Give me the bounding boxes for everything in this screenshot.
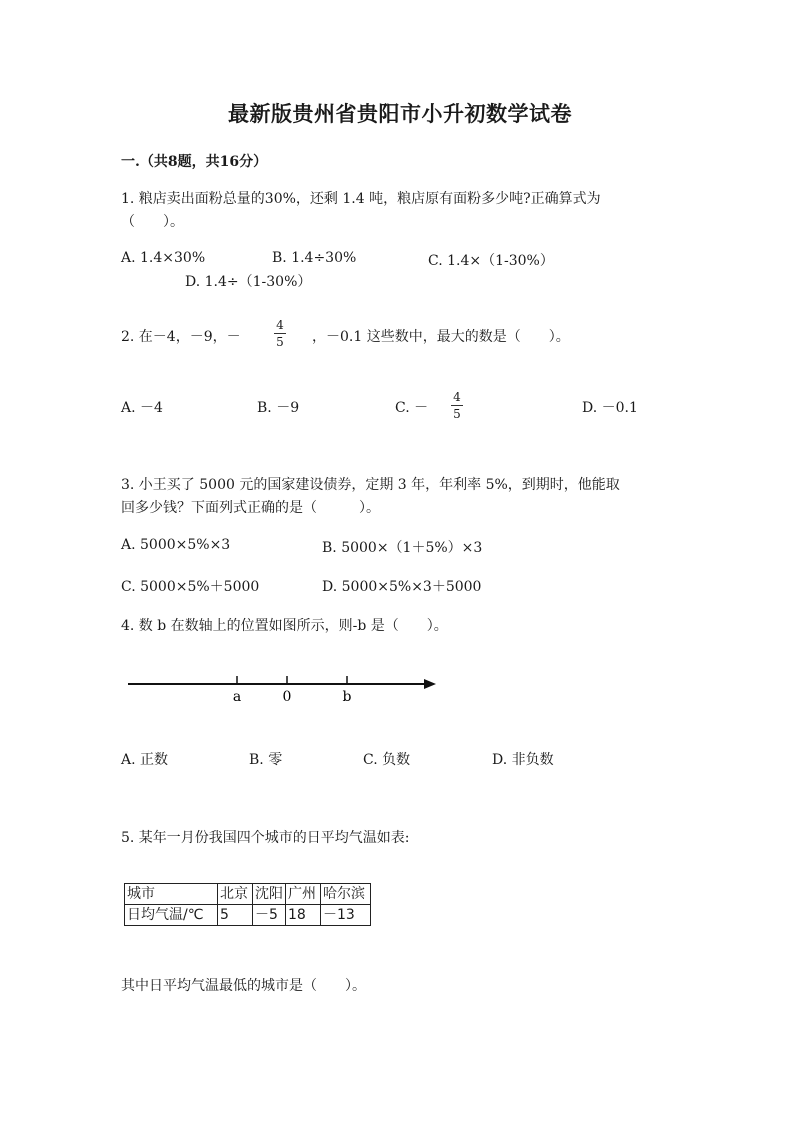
fraction-denominator: 5 bbox=[276, 335, 284, 349]
q4-option-a: A. 正数 bbox=[121, 752, 169, 768]
temperature-table bbox=[124, 883, 371, 926]
q2-option-c-fraction bbox=[450, 390, 464, 421]
q5-followup: 其中日平均气温最低的城市是（ ）。 bbox=[121, 978, 366, 994]
table-row bbox=[125, 905, 371, 926]
q1-stem-line2: （ ）。 bbox=[121, 214, 184, 230]
table-header-cell: 北京 bbox=[218, 884, 253, 905]
q3-option-b: B. 5000×（1＋5%）×3 bbox=[322, 540, 483, 556]
q5-stem: 5. 某年一月份我国四个城市的日平均气温如表: bbox=[121, 830, 410, 846]
q4-option-b: B. 零 bbox=[249, 752, 283, 768]
label-b: b bbox=[342, 689, 352, 705]
table-cell: －5 bbox=[253, 905, 286, 926]
q3-option-a: A. 5000×5%×3 bbox=[121, 537, 231, 553]
q3-option-d: D. 5000×5%×3＋5000 bbox=[322, 579, 482, 595]
q1-stem-line1: 1. 粮店卖出面粉总量的30%，还剩 1.4 吨，粮店原有面粉多少吨?正确算式为 bbox=[121, 191, 601, 207]
q4-option-d: D. 非负数 bbox=[492, 752, 554, 768]
q2-option-a: A. －4 bbox=[121, 400, 163, 416]
table-row bbox=[125, 884, 371, 905]
table-cell: 5 bbox=[218, 905, 253, 926]
fraction-denominator: 5 bbox=[453, 407, 461, 421]
q2-option-c: C. － bbox=[395, 400, 429, 416]
q2-stem-fraction bbox=[273, 318, 287, 349]
q4-option-c: C. 负数 bbox=[363, 752, 411, 768]
section-heading: 一.（共8题，共16分） bbox=[121, 154, 268, 170]
q1-option-c: C. 1.4×（1-30%） bbox=[428, 253, 554, 269]
q1-option-d: D. 1.4÷（1-30%） bbox=[185, 274, 312, 290]
q2-option-b: B. －9 bbox=[257, 400, 300, 416]
page-title: 最新版贵州省贵阳市小升初数学试卷 bbox=[228, 101, 572, 126]
table-cell: 18 bbox=[286, 905, 321, 926]
number-line-arrow bbox=[424, 679, 436, 689]
q2-option-d: D. －0.1 bbox=[582, 400, 638, 416]
table-header-cell: 广州 bbox=[286, 884, 321, 905]
table-header-cell: 城市 bbox=[125, 884, 218, 905]
q3-stem-line1: 3. 小王买了 5000 元的国家建设债券，定期 3 年，年利率 5%，到期时，他能取 bbox=[121, 477, 620, 493]
fraction-bar bbox=[451, 405, 463, 406]
number-line-figure bbox=[120, 665, 450, 710]
table-header-cell: 哈尔滨 bbox=[321, 884, 371, 905]
q3-option-c: C. 5000×5%＋5000 bbox=[121, 579, 260, 595]
fraction-numerator: 4 bbox=[276, 318, 284, 332]
label-zero: 0 bbox=[282, 689, 292, 705]
q4-stem: 4. 数 b 在数轴上的位置如图所示，则-b 是（ ）。 bbox=[121, 618, 448, 634]
q2-stem-part2: ，－0.1 这些数中，最大的数是（ ）。 bbox=[312, 329, 570, 345]
table-header-cell: 沈阳 bbox=[253, 884, 286, 905]
fraction-bar bbox=[274, 333, 286, 334]
label-a: a bbox=[232, 689, 242, 705]
fraction-numerator: 4 bbox=[453, 390, 461, 404]
q1-option-b: B. 1.4÷30% bbox=[272, 250, 357, 266]
table-cell: －13 bbox=[321, 905, 371, 926]
q3-stem-line2: 回多少钱？下面列式正确的是（ ）。 bbox=[121, 500, 380, 516]
q2-stem-part1: 2. 在－4，－9，－ bbox=[121, 329, 241, 345]
table-cell: 日均气温/℃ bbox=[125, 905, 218, 926]
q1-option-a: A. 1.4×30% bbox=[121, 250, 206, 266]
